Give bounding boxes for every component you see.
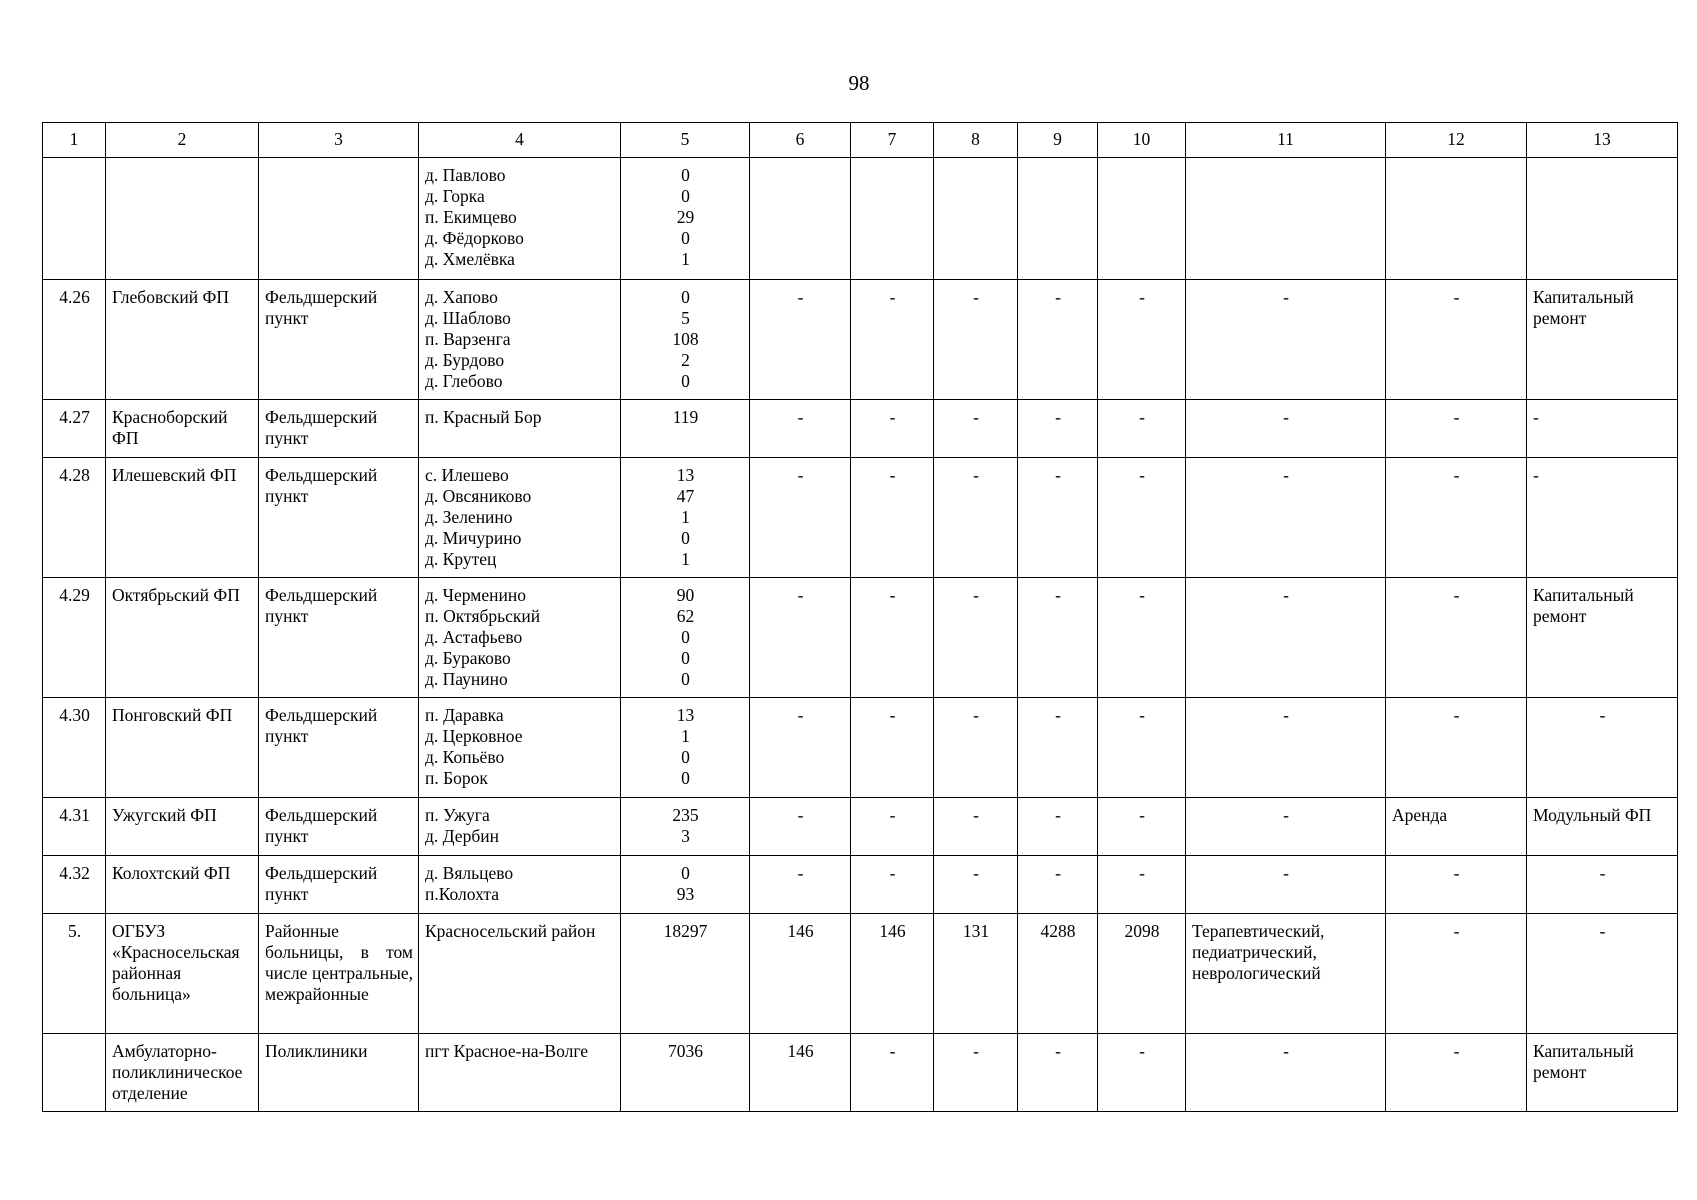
col9-cell: - xyxy=(1018,698,1098,798)
population-cell: 90 62 0 0 0 xyxy=(621,578,750,698)
header-cell: 7 xyxy=(851,123,934,158)
col10-cell xyxy=(1098,158,1186,280)
table-row xyxy=(43,578,1678,698)
settlements-cell: д. Черменино п. Октябрьский д. Астафьево д. Бураково д. Паунино xyxy=(419,578,621,698)
col9-cell: - xyxy=(1018,578,1098,698)
col12-cell: - xyxy=(1386,914,1527,1034)
institution-cell: Октябрьский ФП xyxy=(106,578,259,698)
col9-cell: - xyxy=(1018,856,1098,914)
col6-cell: - xyxy=(750,698,851,798)
header-cell: 4 xyxy=(419,123,621,158)
profile-cell xyxy=(1186,158,1386,280)
institution-cell: ОГБУЗ «Красносельская районная больница» xyxy=(106,914,259,1034)
header-cell: 1 xyxy=(43,123,106,158)
col6-cell: 146 xyxy=(750,1034,851,1112)
table-row xyxy=(43,798,1678,856)
header-cell: 8 xyxy=(934,123,1018,158)
header-cell: 12 xyxy=(1386,123,1527,158)
table-row xyxy=(43,458,1678,578)
table-header-row xyxy=(43,123,1678,158)
col10-cell: - xyxy=(1098,1034,1186,1112)
col10-cell: - xyxy=(1098,856,1186,914)
col7-cell: - xyxy=(851,1034,934,1112)
col12-cell: - xyxy=(1386,578,1527,698)
type-cell xyxy=(259,158,419,280)
col7-cell: - xyxy=(851,280,934,400)
col13-cell: - xyxy=(1527,400,1678,458)
row-number-cell: 5. xyxy=(43,914,106,1034)
type-cell: Фельдшерский пункт xyxy=(259,458,419,578)
col10-cell: 2098 xyxy=(1098,914,1186,1034)
col9-cell: - xyxy=(1018,1034,1098,1112)
col7-cell: - xyxy=(851,856,934,914)
settlements-cell: д. Хапово д. Шаблово п. Варзенга д. Бурдово д. Глебово xyxy=(419,280,621,400)
settlements-cell: п. Даравка д. Церковное д. Копьёво п. Борок xyxy=(419,698,621,798)
population-cell: 0 93 xyxy=(621,856,750,914)
col10-cell: - xyxy=(1098,798,1186,856)
header-cell: 2 xyxy=(106,123,259,158)
profile-cell: Терапевтический, педиатрический, неврологический xyxy=(1186,914,1386,1034)
col10-cell: - xyxy=(1098,280,1186,400)
col9-cell: - xyxy=(1018,458,1098,578)
table-row xyxy=(43,914,1678,1034)
col10-cell: - xyxy=(1098,578,1186,698)
population-cell: 7036 xyxy=(621,1034,750,1112)
profile-cell: - xyxy=(1186,458,1386,578)
profile-cell: - xyxy=(1186,798,1386,856)
col13-cell: Модульный ФП xyxy=(1527,798,1678,856)
settlements-cell: д. Вяльцево п.Колохта xyxy=(419,856,621,914)
header-cell: 9 xyxy=(1018,123,1098,158)
institution-cell: Глебовский ФП xyxy=(106,280,259,400)
profile-cell: - xyxy=(1186,578,1386,698)
institution-cell: Колохтский ФП xyxy=(106,856,259,914)
type-cell: Фельдшерский пункт xyxy=(259,400,419,458)
population-cell: 0 0 29 0 1 xyxy=(621,158,750,280)
population-cell: 18297 xyxy=(621,914,750,1034)
col7-cell: - xyxy=(851,578,934,698)
col13-cell: - xyxy=(1527,698,1678,798)
institution-cell xyxy=(106,158,259,280)
col8-cell: - xyxy=(934,798,1018,856)
settlements-cell: д. Павлово д. Горка п. Екимцево д. Фёдорково д. Хмелёвка xyxy=(419,158,621,280)
col7-cell: 146 xyxy=(851,914,934,1034)
settlements-cell: Красносельский район xyxy=(419,914,621,1034)
col9-cell: 4288 xyxy=(1018,914,1098,1034)
col9-cell: - xyxy=(1018,400,1098,458)
institution-cell: Красноборский ФП xyxy=(106,400,259,458)
col13-cell: - xyxy=(1527,856,1678,914)
row-number-cell: 4.29 xyxy=(43,578,106,698)
col8-cell xyxy=(934,158,1018,280)
col7-cell: - xyxy=(851,400,934,458)
col8-cell: - xyxy=(934,578,1018,698)
col13-cell xyxy=(1527,158,1678,280)
row-number-cell: 4.28 xyxy=(43,458,106,578)
col7-cell: - xyxy=(851,798,934,856)
table-row xyxy=(43,1034,1678,1112)
type-cell: Районные больницы, в том числе центральные, межрайонные xyxy=(259,914,419,1034)
col6-cell: - xyxy=(750,280,851,400)
type-cell: Фельдшерский пункт xyxy=(259,578,419,698)
row-number-cell: 4.31 xyxy=(43,798,106,856)
profile-cell: - xyxy=(1186,856,1386,914)
col8-cell: - xyxy=(934,400,1018,458)
col13-cell: - xyxy=(1527,914,1678,1034)
row-number-cell xyxy=(43,1034,106,1112)
col8-cell: - xyxy=(934,698,1018,798)
col6-cell: - xyxy=(750,400,851,458)
institution-cell: Амбулаторно-поликлиническое отделение xyxy=(106,1034,259,1112)
settlements-cell: с. Илешево д. Овсяниково д. Зеленино д. Мичурино д. Крутец xyxy=(419,458,621,578)
table-row xyxy=(43,400,1678,458)
col6-cell xyxy=(750,158,851,280)
col12-cell: - xyxy=(1386,400,1527,458)
settlements-cell: пгт Красное-на-Волге xyxy=(419,1034,621,1112)
col9-cell xyxy=(1018,158,1098,280)
institution-cell: Ужугский ФП xyxy=(106,798,259,856)
profile-cell: - xyxy=(1186,698,1386,798)
col8-cell: - xyxy=(934,280,1018,400)
header-cell: 13 xyxy=(1527,123,1678,158)
col6-cell: - xyxy=(750,458,851,578)
header-cell: 10 xyxy=(1098,123,1186,158)
facilities-table xyxy=(42,122,1678,1112)
col6-cell: - xyxy=(750,798,851,856)
col8-cell: - xyxy=(934,458,1018,578)
col8-cell: - xyxy=(934,856,1018,914)
col10-cell: - xyxy=(1098,698,1186,798)
table-row xyxy=(43,698,1678,798)
institution-cell: Понговский ФП xyxy=(106,698,259,798)
header-cell: 5 xyxy=(621,123,750,158)
col7-cell xyxy=(851,158,934,280)
col9-cell: - xyxy=(1018,280,1098,400)
population-cell: 0 5 108 2 0 xyxy=(621,280,750,400)
col12-cell: - xyxy=(1386,698,1527,798)
header-cell: 6 xyxy=(750,123,851,158)
population-cell: 235 3 xyxy=(621,798,750,856)
type-cell: Фельдшерский пункт xyxy=(259,698,419,798)
col6-cell: - xyxy=(750,856,851,914)
col7-cell: - xyxy=(851,458,934,578)
type-cell: Фельдшерский пункт xyxy=(259,280,419,400)
type-cell: Поликлиники xyxy=(259,1034,419,1112)
col12-cell: - xyxy=(1386,458,1527,578)
type-cell: Фельдшерский пункт xyxy=(259,856,419,914)
settlements-cell: п. Ужуга д. Дербин xyxy=(419,798,621,856)
profile-cell: - xyxy=(1186,1034,1386,1112)
col12-cell: - xyxy=(1386,1034,1527,1112)
col10-cell: - xyxy=(1098,458,1186,578)
profile-cell: - xyxy=(1186,280,1386,400)
header-cell: 11 xyxy=(1186,123,1386,158)
col8-cell: 131 xyxy=(934,914,1018,1034)
col9-cell: - xyxy=(1018,798,1098,856)
col7-cell: - xyxy=(851,698,934,798)
col8-cell: - xyxy=(934,1034,1018,1112)
col12-cell: - xyxy=(1386,280,1527,400)
col6-cell: 146 xyxy=(750,914,851,1034)
col12-cell: - xyxy=(1386,856,1527,914)
population-cell: 119 xyxy=(621,400,750,458)
table-row xyxy=(43,856,1678,914)
table-row xyxy=(43,280,1678,400)
type-cell: Фельдшерский пункт xyxy=(259,798,419,856)
row-number-cell: 4.30 xyxy=(43,698,106,798)
col13-cell: Капитальный ремонт xyxy=(1527,1034,1678,1112)
col6-cell: - xyxy=(750,578,851,698)
population-cell: 13 1 0 0 xyxy=(621,698,750,798)
col13-cell: Капитальный ремонт xyxy=(1527,578,1678,698)
profile-cell: - xyxy=(1186,400,1386,458)
col12-cell: Аренда xyxy=(1386,798,1527,856)
row-number-cell xyxy=(43,158,106,280)
col12-cell xyxy=(1386,158,1527,280)
row-number-cell: 4.26 xyxy=(43,280,106,400)
col10-cell: - xyxy=(1098,400,1186,458)
row-number-cell: 4.32 xyxy=(43,856,106,914)
institution-cell: Илешевский ФП xyxy=(106,458,259,578)
col13-cell: Капитальный ремонт xyxy=(1527,280,1678,400)
row-number-cell: 4.27 xyxy=(43,400,106,458)
col13-cell: - xyxy=(1527,458,1678,578)
table-row xyxy=(43,158,1678,280)
page-number: 98 xyxy=(848,71,870,95)
header-cell: 3 xyxy=(259,123,419,158)
population-cell: 13 47 1 0 1 xyxy=(621,458,750,578)
settlements-cell: п. Красный Бор xyxy=(419,400,621,458)
